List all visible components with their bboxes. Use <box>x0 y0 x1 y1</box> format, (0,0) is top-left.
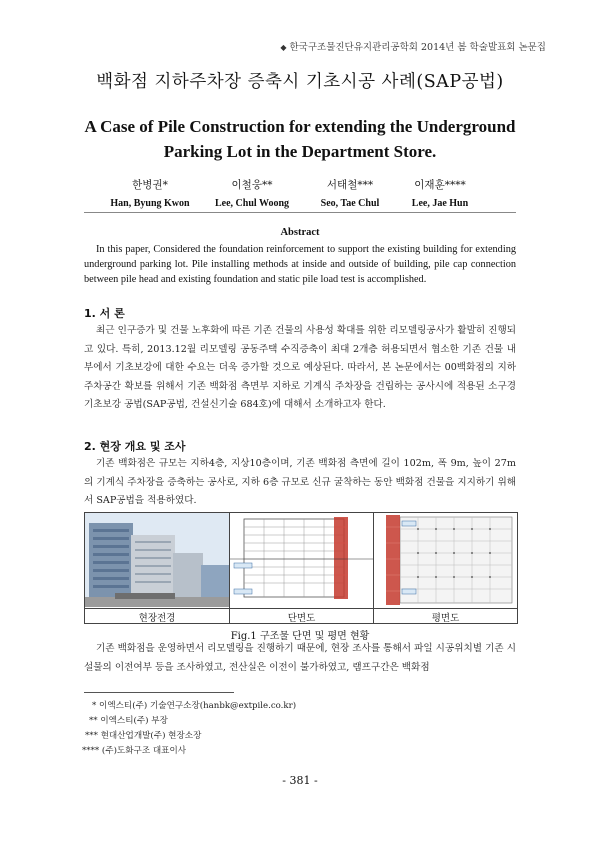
footnote-4: **** (주)도화구조 대표이사 <box>82 746 187 756</box>
header-text: 한국구조물진단유지관리공학회 2014년 봄 학술발표회 논문집 <box>289 42 546 53</box>
section-1-body: 최근 인구증가 및 건물 노후화에 따른 기존 건물의 사용성 확대를 위한 리모델링공사가 활발히 진행되고 있다. 특히, 2013.12월 리모델링 공동주택 수직증축이 최대 2개층 허용되면서 협소한 기존 건물 내부에서 기초보강에 대한 수요는 더욱 증가할 것으로 예상된다. 따라서, 본 논문에서는 00백화점의 지하주차공간 확보를 위해서 기존 백화점 측면부 지하로 기계식 주차장을 건립하는 공사시에 적용된 소구경 기초보강 공법(SAP공법, 건설신기술 684호)에 대해서 소개하고자 한다. <box>84 325 516 411</box>
author-1 <box>100 177 200 209</box>
section-2-continued: 기존 백화점을 운영하면서 리모델링을 진행하기 때문에, 현장 조사를 통해서 파일 시공위치별 기존 시설물의 이전여부 등을 조사하였고, 전산실은 이전이 불가하였고, 램프구간은 백화점 <box>84 643 516 673</box>
abstract-heading: Abstract <box>280 227 320 238</box>
footnote-divider <box>84 692 234 693</box>
author-korean-name: 한병권* <box>132 179 168 191</box>
caption-plan: 평면도 <box>431 613 460 624</box>
plan-drawing <box>374 513 517 607</box>
figure-1 <box>84 512 518 624</box>
author-3 <box>300 177 400 209</box>
cross-section-drawing <box>230 513 373 607</box>
korean-title: 백화점 지하주차장 증축시 기초시공 사례(SAP공법) <box>96 72 504 92</box>
footnote-1: * 이엑스티(주) 기술연구소장(hanbk@extpile.co.kr) <box>92 701 297 711</box>
diamond-icon: ◆ <box>280 43 287 52</box>
building-photo-image <box>85 513 229 607</box>
author-korean-name: 서태철*** <box>326 179 374 191</box>
footnote-2: ** 이엑스티(주) 부장 <box>89 716 168 726</box>
author-english-name: Lee, Jae Hun <box>411 198 469 209</box>
section-2-heading: 2. 현장 개요 및 조사 <box>84 440 186 453</box>
section-1-heading: 1. 서 론 <box>84 307 125 320</box>
site-photo <box>85 513 229 607</box>
author-korean-name: 이재훈**** <box>414 179 466 191</box>
abstract-body: In this paper, Considered the foundation reinforcement to support the existing building for extending underground parking lot. Pile installing methods at inside and outside of building, pile cap connection between pile head and existing foundation and static pile load test is accomplished. <box>84 244 516 285</box>
running-header <box>280 39 546 53</box>
author-english-name: Han, Byung Kwon <box>110 198 190 209</box>
title-divider <box>84 212 516 213</box>
author-2 <box>202 177 302 209</box>
caption-site-view: 현장전경 <box>138 613 176 624</box>
caption-section: 단면도 <box>287 613 316 624</box>
page-number: - 381 - <box>282 774 318 787</box>
author-4 <box>390 177 490 209</box>
english-title: A Case of Pile Construction for extending the Underground Parking Lot in the Department Store. <box>84 117 516 161</box>
figure-title: Fig.1 구조물 단면 및 평면 현황 <box>230 631 370 642</box>
figure-caption-row <box>85 608 517 624</box>
floor-plan-drawing <box>374 513 517 607</box>
footnote-3: *** 현대산업개발(주) 현장소장 <box>85 731 202 741</box>
section-2-body: 기존 백화점은 규모는 지하4층, 지상10층이며, 기존 백화점 측면에 길이 102m, 폭 9m, 높이 27m의 기계식 주차장을 증축하는 공사로, 지하 6층 규모로 신규 굴착하는 동안 백화점 건물을 지지하기 위해서 SAP공법을 적용하였다. <box>84 458 516 507</box>
author-english-name: Seo, Tae Chul <box>320 198 380 209</box>
author-english-name: Lee, Chul Woong <box>215 198 289 209</box>
author-korean-name: 이철웅** <box>231 179 273 191</box>
section-drawing <box>230 513 373 607</box>
